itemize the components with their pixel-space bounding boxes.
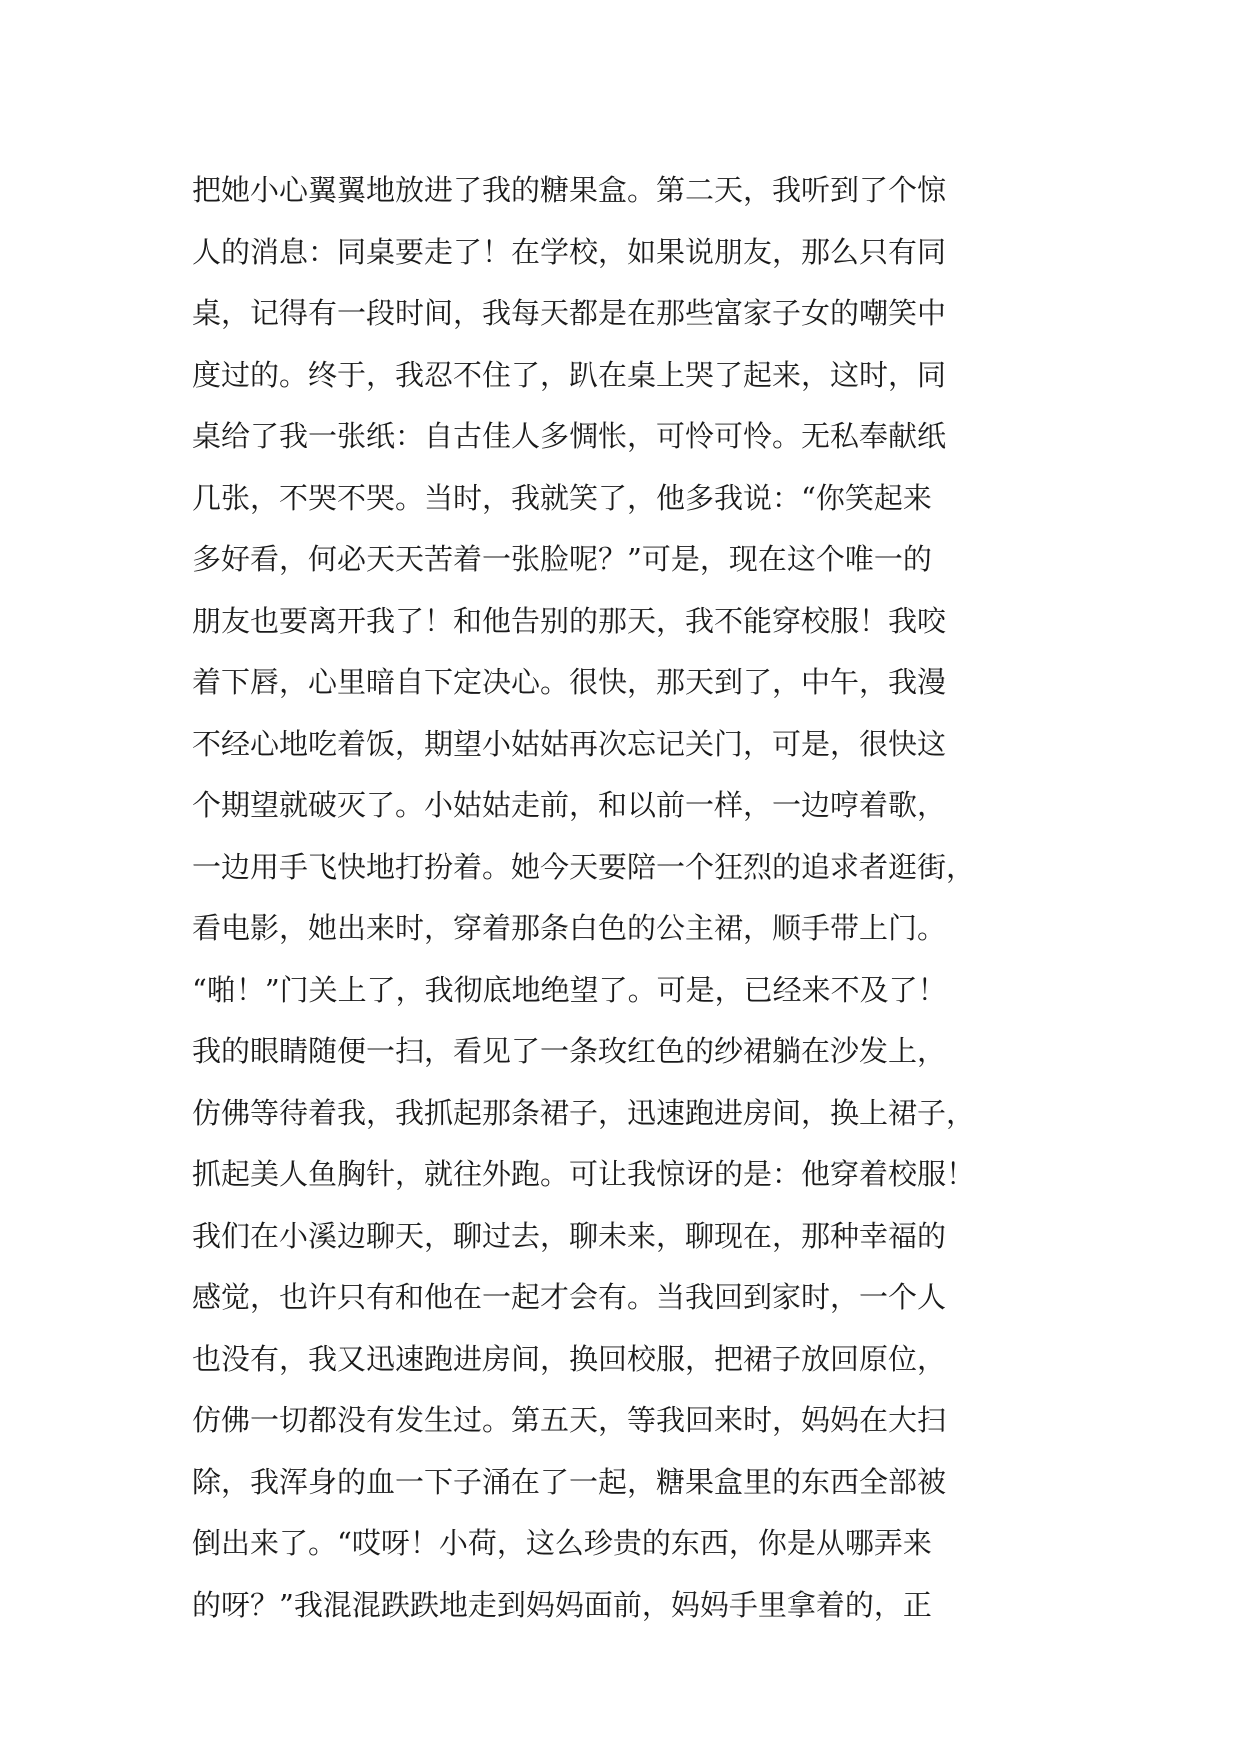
text-line: 度过的。终于，我忍不住了，趴在桌上哭了起来，这时，同 — [192, 357, 947, 392]
text-line: 不经心地吃着饭，期望小姑姑再次忘记关门，可是，很快这 — [192, 726, 947, 761]
body-text — [192, 160, 1072, 1636]
text-line: 把她小心翼翼地放进了我的糖果盒。第二天，我听到了个惊 — [192, 173, 947, 207]
text-line: 一边用手飞快地打扮着。她今天要陪一个狂烈的追求者逛街， — [192, 849, 976, 884]
text-line: 桌给了我一张纸：自古佳人多惆怅，可怜可怜。无私奉献纸 — [192, 419, 947, 453]
text-line: 多好看，何必天天苦着一张脸呢？”可是，现在这个唯一的 — [192, 542, 932, 576]
text-line: 我们在小溪边聊天，聊过去，聊未来，聊现在，那种幸福的 — [192, 1218, 947, 1253]
text-line: 抓起美人鱼胸针，就往外跑。可让我惊讶的是：他穿着校服！ — [192, 1157, 976, 1191]
text-line: 桌，记得有一段时间，我每天都是在那些富家子女的嘲笑中 — [192, 296, 947, 330]
text-line: 着下唇，心里暗自下定决心。很快，那天到了，中午，我漫 — [192, 665, 947, 699]
text-line: 几张，不哭不哭。当时，我就笑了，他多我说：“你笑起来 — [192, 480, 932, 515]
text-line: 看电影，她出来时，穿着那条白色的公主裙，顺手带上门。 — [192, 911, 947, 945]
text-line: 感觉，也许只有和他在一起才会有。当我回到家时，一个人 — [192, 1280, 947, 1314]
text-line: “啪！”门关上了，我彻底地绝望了。可是，已经来不及了！ — [192, 972, 947, 1007]
text-line: 也没有，我又迅速跑进房间，换回校服，把裙子放回原位， — [192, 1341, 947, 1376]
text-line: 仿佛一切都没有发生过。第五天，等我回来时，妈妈在大扫 — [192, 1403, 947, 1437]
text-line: 个期望就破灭了。小姑姑走前，和以前一样，一边哼着歌， — [192, 788, 947, 822]
text-line: 仿佛等待着我，我抓起那条裙子，迅速跑进房间，换上裙子， — [192, 1095, 976, 1130]
text-line: 我的眼睛随便一扫，看见了一条玫红色的纱裙躺在沙发上， — [192, 1034, 947, 1068]
text-line: 人的消息：同桌要走了！在学校，如果说朋友，那么只有同 — [192, 234, 947, 269]
text-line: 除，我浑身的血一下子涌在了一起，糖果盒里的东西全部被 — [192, 1464, 947, 1499]
text-line: 朋友也要离开我了！和他告别的那天，我不能穿校服！我咬 — [192, 603, 947, 638]
text-line: 的呀？”我混混跌跌地走到妈妈面前，妈妈手里拿着的，正 — [192, 1587, 932, 1622]
text-line: 倒出来了。“哎呀！小荷，这么珍贵的东西，你是从哪弄来 — [192, 1526, 932, 1560]
